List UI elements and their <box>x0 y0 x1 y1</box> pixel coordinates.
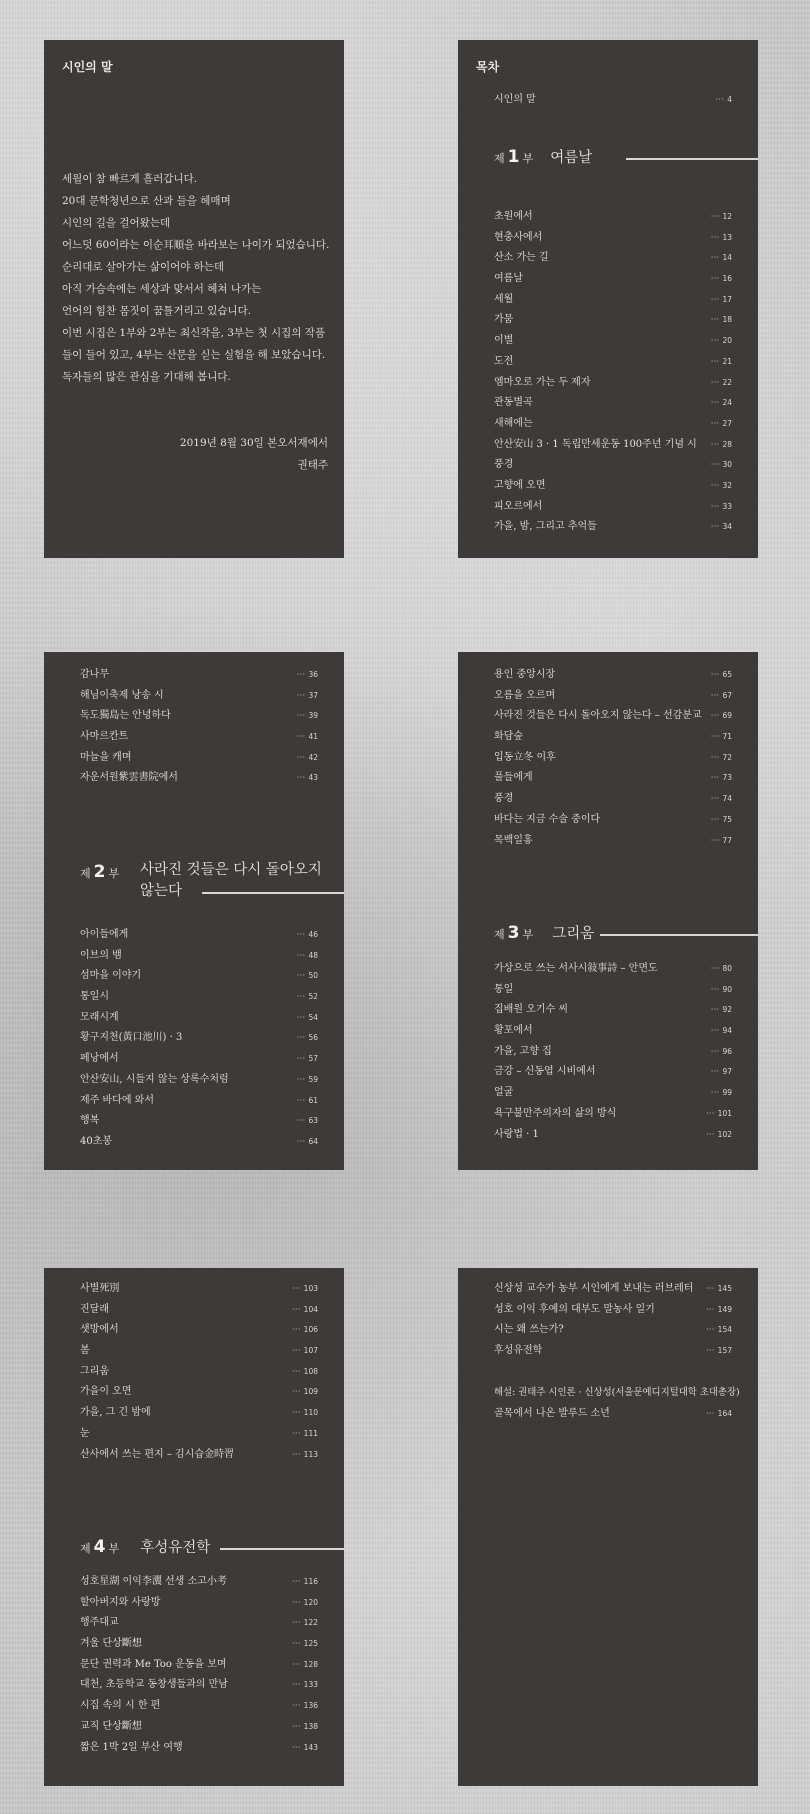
toc-page-5 <box>458 1268 758 1786</box>
toc-page-1 <box>458 40 758 558</box>
toc-entry[interactable]: 신상성 교수가 농부 시인에게 보내는 러브레터 ··· 145 <box>494 1279 732 1300</box>
toc-entry[interactable]: 사별死別 ··· 103 <box>80 1279 318 1300</box>
toc-page-2 <box>44 652 344 1170</box>
commentary-entry[interactable]: 해설: 권태주 시인론 · 신상성(서울문예디지털대학 초대총장) <box>494 1387 740 1398</box>
toc-entry[interactable]: 대천, 초등학교 동창생들과의 만남 ··· 133 <box>80 1675 318 1696</box>
preface-body <box>62 168 332 388</box>
toc-entry[interactable]: 욕구불만주의자의 삶의 방식 ··· 101 <box>494 1104 732 1125</box>
toc-front-list <box>494 90 732 111</box>
toc-entry[interactable]: 제주 바다에 와서 ··· 61 <box>80 1091 318 1112</box>
toc-entry[interactable]: 40초봉 ··· 64 <box>80 1132 318 1153</box>
toc-entry[interactable]: 샛방에서 ··· 106 <box>80 1320 318 1341</box>
toc-page-4 <box>44 1268 344 1786</box>
toc-entry[interactable]: 페낭에서 ··· 57 <box>80 1049 318 1070</box>
toc-entry[interactable]: 가을, 밤, 그리고 추억들 ··· 34 <box>494 517 732 538</box>
preface-line: 언어의 힘찬 몸짓이 꿈틀거리고 있습니다. <box>62 305 252 317</box>
toc-entry[interactable]: 목백일홍 ··· 77 <box>494 831 732 852</box>
toc-entry[interactable]: 통일시 ··· 52 <box>80 987 318 1008</box>
toc-back-list <box>494 1383 740 1424</box>
toc-entry[interactable]: 황구지천(黃口池川) · 3 ··· 56 <box>80 1028 318 1049</box>
toc-list <box>494 1279 732 1362</box>
signature-name: 권태주 <box>297 459 328 471</box>
toc-entry[interactable]: 모래시계 ··· 54 <box>80 1008 318 1029</box>
part-name: 그리움 <box>552 926 595 942</box>
toc-entry[interactable]: 세월 ··· 17 <box>494 290 732 311</box>
preface-line: 아직 가슴속에는 세상과 맞서서 헤쳐 나가는 <box>62 283 262 295</box>
toc-entry[interactable]: 이별 ··· 20 <box>494 331 732 352</box>
toc-entry[interactable]: 풀들에게 ··· 73 <box>494 768 732 789</box>
preface-line: 이번 시집은 1부와 2부는 최신작을, 3부는 첫 시집의 작품 <box>62 327 326 339</box>
toc-entry[interactable]: 금강 – 신동엽 시비에서 ··· 97 <box>494 1062 732 1083</box>
toc-entry[interactable]: 관동별곡 ··· 24 <box>494 393 732 414</box>
toc-entry[interactable]: 독도獨島는 안녕하다 ··· 39 <box>80 706 318 727</box>
toc-entry[interactable]: 바다는 지금 수술 중이다 ··· 75 <box>494 810 732 831</box>
toc-entry[interactable]: 통일 ··· 90 <box>494 980 732 1001</box>
toc-entry[interactable]: 가을, 그 긴 밤에 ··· 110 <box>80 1403 318 1424</box>
toc-list <box>494 665 732 851</box>
preface-line: 순리대로 살아가는 삶이어야 하는데 <box>62 261 225 273</box>
toc-entry[interactable]: 화담숲 ··· 71 <box>494 727 732 748</box>
part-label: 제 4 부 <box>80 1537 120 1557</box>
toc-entry[interactable]: 여름날 ··· 16 <box>494 269 732 290</box>
toc-entry[interactable]: 고향에 오면 ··· 32 <box>494 476 732 497</box>
toc-entry[interactable]: 황포에서 ··· 94 <box>494 1021 732 1042</box>
preface-line: 시인의 길을 걸어왔는데 <box>62 217 171 229</box>
section-rule <box>626 158 758 160</box>
toc-entry[interactable]: 섬마을 이야기 ··· 50 <box>80 966 318 987</box>
toc-entry[interactable]: 시집 속의 시 한 편 ··· 136 <box>80 1696 318 1717</box>
preface-line: 어느덧 60이라는 이순耳順을 바라보는 나이가 되었습니다. <box>62 239 330 251</box>
toc-entry[interactable]: 마늘을 캐며 ··· 42 <box>80 748 318 769</box>
toc-entry[interactable]: 오름을 오르며 ··· 67 <box>494 686 732 707</box>
toc-entry[interactable]: 가뭄 ··· 18 <box>494 310 732 331</box>
toc-entry[interactable]: 풍경 ··· 30 <box>494 455 732 476</box>
toc-entry[interactable]: 성호星湖 이익李瀷 선생 소고小考 ··· 116 <box>80 1572 318 1593</box>
part-label: 제 2 부 <box>80 862 120 882</box>
section-rule <box>220 1548 344 1550</box>
toc-entry[interactable]: 사랑법 · 1 ··· 102 <box>494 1125 732 1146</box>
toc-entry[interactable]: 입동立冬 이후 ··· 72 <box>494 748 732 769</box>
toc-list <box>80 1572 318 1758</box>
toc-entry[interactable]: 피오르에서 ··· 33 <box>494 497 732 518</box>
preface-signature <box>180 432 328 476</box>
toc-entry[interactable]: 감나무 ··· 36 <box>80 665 318 686</box>
toc-entry[interactable]: 새해에는 ··· 27 <box>494 414 732 435</box>
part-name-line-2: 않는다 <box>140 883 183 899</box>
part-name-line-1: 사라진 것들은 다시 돌아오지 <box>140 862 322 878</box>
toc-entry[interactable]: 안산安山, 시들지 않는 상록수처럼 ··· 59 <box>80 1070 318 1091</box>
toc-entry[interactable]: 산사에서 쓰는 편지 – 김시습金時習 ··· 113 <box>80 1445 318 1466</box>
part-4-heading <box>80 1536 344 1557</box>
preface-line: 독자들의 많은 관심을 기대해 봅니다. <box>62 371 231 383</box>
toc-entry[interactable]: 진달래 ··· 104 <box>80 1300 318 1321</box>
toc-entry[interactable]: 할아버지와 사랑방 ··· 120 <box>80 1593 318 1614</box>
preface-line: 20대 문학청년으로 산과 들을 헤매며 <box>62 195 231 207</box>
toc-entry[interactable]: 산소 가는 길 ··· 14 <box>494 248 732 269</box>
toc-entry-title: 시인의 말 <box>494 94 536 105</box>
part-3-heading <box>494 922 758 943</box>
toc-entry[interactable]: 도전 ··· 21 <box>494 352 732 373</box>
preface-page <box>44 40 344 558</box>
preface-line: 세월이 참 빠르게 흘러갑니다. <box>62 173 198 185</box>
toc-entry[interactable] <box>494 90 732 111</box>
toc-entry[interactable]: 안산安山 3 · 1 독립만세운동 100주년 기념 시 ··· 28 <box>494 435 732 456</box>
toc-entry[interactable]: 가을, 고향 집 ··· 96 <box>494 1042 732 1063</box>
toc-entry[interactable]: 성호 이익 후예의 대부도 말농사 일기 ··· 149 <box>494 1300 732 1321</box>
toc-entry[interactable]: 행복 ··· 63 <box>80 1111 318 1132</box>
toc-entry[interactable]: 엠마오로 가는 두 제자 ··· 22 <box>494 373 732 394</box>
toc-entry[interactable]: 봄 ··· 107 <box>80 1341 318 1362</box>
toc-entry[interactable]: 초원에서 ··· 12 <box>494 207 732 228</box>
toc-list <box>80 1279 318 1465</box>
part-name: 여름날 <box>550 150 593 166</box>
toc-entry[interactable]: 아이들에게 ··· 46 <box>80 925 318 946</box>
toc-entry[interactable]: 가을이 오면 ··· 109 <box>80 1382 318 1403</box>
toc-entry[interactable]: 현충사에서 ··· 13 <box>494 228 732 249</box>
section-rule <box>202 892 344 894</box>
preface-line: 들이 들어 있고, 4부는 산문을 싣는 실험을 해 보았습니다. <box>62 349 326 361</box>
toc-entry[interactable]: 이브의 뱀 ··· 48 <box>80 946 318 967</box>
preface-title: 시인의 말 <box>62 60 113 74</box>
toc-entry[interactable]: 시는 왜 쓰는가? ··· 154 <box>494 1320 732 1341</box>
signature-date: 2019년 8월 30일 본오서재에서 <box>179 437 328 449</box>
part-label: 제 1 부 <box>494 147 534 167</box>
toc-entry[interactable]: 사마르칸트 ··· 41 <box>80 727 318 748</box>
toc-list <box>80 665 318 789</box>
toc-entry[interactable]: 사라진 것들은 다시 돌아오지 않는다 – 선감분교 ··· 69 <box>494 706 732 727</box>
toc-entry[interactable]: 눈 ··· 111 <box>80 1424 318 1445</box>
toc-entry[interactable]: 얼굴 ··· 99 <box>494 1083 732 1104</box>
toc-entry[interactable]: 그리움 ··· 108 <box>80 1362 318 1383</box>
toc-entry[interactable]: 집배원 오기수 씨 ··· 92 <box>494 1000 732 1021</box>
toc-entry[interactable]: 문단 권력과 Me Too 운동을 보며 ··· 128 <box>80 1655 318 1676</box>
part-1-heading <box>494 146 758 167</box>
part-name: 후성유전학 <box>140 1540 211 1556</box>
toc-entry-page: ··· 4 <box>716 90 732 111</box>
toc-list <box>494 207 732 538</box>
toc-entry[interactable]: 짧은 1박 2일 부산 여행 ··· 143 <box>80 1738 318 1759</box>
toc-entry[interactable]: 풍경 ··· 74 <box>494 789 732 810</box>
section-rule <box>600 934 758 936</box>
toc-entry[interactable]: 후성유전학 ··· 157 <box>494 1341 732 1362</box>
toc-title: 목차 <box>476 60 500 74</box>
toc-entry[interactable]: 교직 단상斷想 ··· 138 <box>80 1717 318 1738</box>
toc-entry[interactable]: 겨울 단상斷想 ··· 125 <box>80 1634 318 1655</box>
toc-entry[interactable]: 해님이축제 낭송 시 ··· 37 <box>80 686 318 707</box>
toc-entry[interactable]: 가상으로 쓰는 서사시敍事詩 – 안면도 ··· 80 <box>494 959 732 980</box>
toc-entry[interactable]: 골목에서 나온 발루드 소년 ··· 164 <box>494 1404 732 1425</box>
part-label: 제 3 부 <box>494 923 534 943</box>
toc-list <box>494 959 732 1145</box>
toc-list <box>80 925 318 1153</box>
toc-entry[interactable]: 용인 중앙시장 ··· 65 <box>494 665 732 686</box>
toc-page-3 <box>458 652 758 1170</box>
toc-entry[interactable]: 자운서원紫雲書院에서 ··· 43 <box>80 768 318 789</box>
toc-entry[interactable]: 행주대교 ··· 122 <box>80 1613 318 1634</box>
